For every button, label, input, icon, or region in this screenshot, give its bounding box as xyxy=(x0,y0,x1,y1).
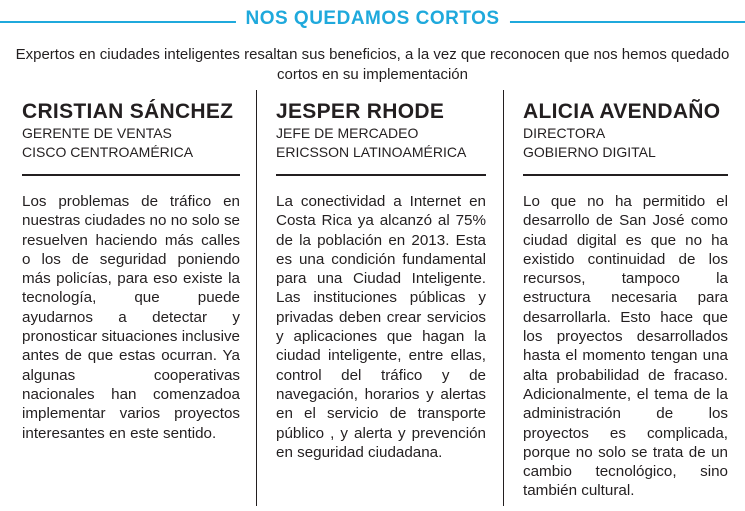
expert-company: GOBIERNO DIGITAL xyxy=(523,144,656,160)
header-bar xyxy=(0,6,745,36)
expert-column-sanchez xyxy=(8,88,252,506)
expert-name: JESPER RHODE xyxy=(276,100,445,123)
expert-name: CRISTIAN SÁNCHEZ xyxy=(22,100,234,123)
subtitle: Expertos en ciudades inteligentes resaltan sus beneficios, a la vez que reconocen que nos hemos quedado cortos en su implementación xyxy=(15,46,730,83)
column-divider xyxy=(503,90,504,506)
expert-role: GERENTE DE VENTAS xyxy=(22,125,172,141)
expert-affiliation xyxy=(276,124,466,162)
expert-company: CISCO CENTROAMÉRICA xyxy=(22,144,194,160)
expert-affiliation xyxy=(22,124,193,162)
expert-company: ERICSSON LATINOAMÉRICA xyxy=(276,144,467,160)
expert-quote: Los problemas de tráfico en nuestras ciudades no no solo se resuelven haciendo más calles o los de seguridad poniendo más policías, para eso existe la tecnología, que puede ayudarnos a detectar y pronosticar situaciones inclusive antes de que estas ocurran. Ya algunas cooperativas nacionales han comenzadoa implementar varios proyectos interesantes en este sentido. xyxy=(22,193,240,442)
expert-name: ALICIA AVENDAÑO xyxy=(523,100,721,123)
expert-column-avendano xyxy=(509,88,738,506)
name-divider xyxy=(22,174,240,176)
expert-column-rhode xyxy=(262,88,498,506)
expert-quote: La conectividad a Internet en Costa Rica ya alcanzó al 75% de la población en 2013. Esta es una condición fundamental para una Ciudad Inteligente. Las instituciones públicas y privadas deben crear servicios y aplicaciones que hagan la ciudad inteligente, entre ellas, control del tráfico y de navegación, horarios y alertas en el servicio de transporte público , y alerta y prevención en seguridad ciudadana. xyxy=(276,193,486,461)
name-divider xyxy=(523,174,728,176)
expert-role: JEFE DE MERCADEO xyxy=(276,125,419,141)
expert-role: DIRECTORA xyxy=(523,125,606,141)
expert-affiliation xyxy=(523,124,656,162)
name-divider xyxy=(276,174,486,176)
expert-quote: Lo que no ha permitido el desarrollo de San José como ciudad digital es que no ha existido continuidad de los recursos, tampoco la estructura necesaria para desarrollarla. Esto hace que los proyectos desarrollados hasta el momento tengan una alta probabilidad de fracaso. Adicionalmente, el tema de la administración de los proyectos es complicada, porque no solo se trata de un cambio tecnológico, sino también cultural. xyxy=(523,193,728,500)
expert-columns xyxy=(8,88,738,506)
column-divider xyxy=(256,90,257,506)
page-title: NOS QUEDAMOS CORTOS xyxy=(235,8,509,30)
